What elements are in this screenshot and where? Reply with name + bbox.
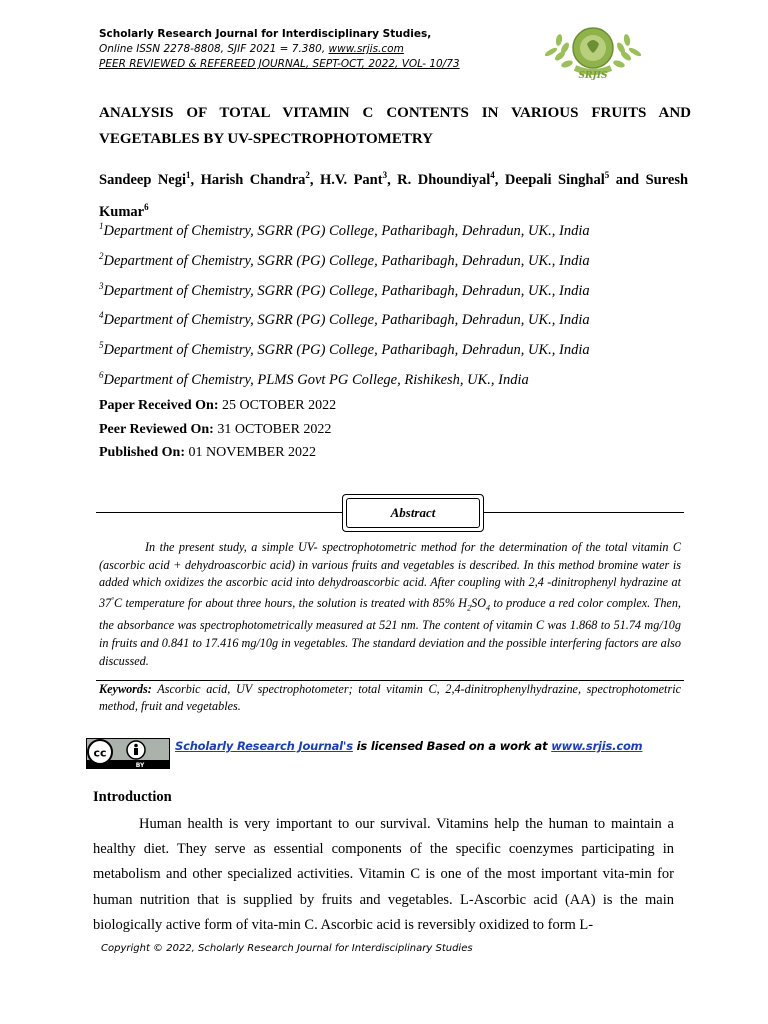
- author-sup: 4: [490, 170, 495, 180]
- cc-by-license-icon[interactable]: [86, 738, 170, 769]
- keywords-label: Keywords:: [99, 682, 152, 696]
- copyright-footer: Copyright © 2022, Scholarly Research Journal for Interdisciplinary Studies: [101, 943, 473, 954]
- author-sep: ,: [309, 171, 320, 188]
- affiliation: $^1$Department of Chemistry, SGRR (PG) College, Patharibagh, Dehradun, UK., India: [99, 221, 590, 239]
- journal-name: Scholarly Research Journal for Interdisciplinary Studies,: [99, 28, 432, 40]
- author-sup: 1: [186, 170, 191, 180]
- journal-header: [99, 27, 460, 72]
- title-line-2: VEGETABLES BY UV-SPECTROPHOTOMETRY: [99, 131, 433, 147]
- issn-text: Online ISSN 2278-8808, SJIF 2021 = 7.380,: [99, 43, 329, 55]
- abstract-heading: Abstract: [346, 498, 480, 528]
- affiliation: $^6$Department of Chemistry, PLMS Govt PG College, Rishikesh, UK., India: [99, 370, 529, 388]
- author-sup: 6: [144, 201, 149, 212]
- author-sep: ,: [190, 171, 201, 188]
- srjis-logo: [543, 18, 643, 82]
- published-date: Published On: 01 NOVEMBER 2022: [99, 445, 317, 460]
- title-line-1: ANALYSIS OF TOTAL VITAMIN C CONTENTS IN VARIOUS FRUITS AND: [99, 105, 691, 121]
- paper-title: [99, 100, 691, 152]
- affiliation: $^5$Department of Chemistry, SGRR (PG) College, Patharibagh, Dehradun, UK., India: [99, 340, 590, 359]
- author: Deepali Singhal: [504, 171, 605, 188]
- author-sup: 3: [382, 170, 388, 180]
- logo-text: SRJIS: [578, 71, 608, 81]
- affiliation: $^2$Department of Chemistry, SGRR (PG) College, Patharibagh, Dehradun, UK., India: [99, 250, 590, 269]
- author: Suresh Kumar: [99, 171, 689, 220]
- author-sup: 2: [305, 170, 310, 180]
- abstract-text: In the present study, a simple UV- spectrophotometric method for the determination of the total vitamin C (ascorbic acid + dehydroascorbic acid) in various fruits and vegetables is described. In this method bromine water is added which oxidizes the ascorbic acid into dehydroascorbic acid. After coupling with 2,4 -dinitrophenyl hydrazine at 37°C temperature for about three hours, the solution is treated with 85% $H_2SO_4$ to produce a red color complex. Then, the absorbance was spectrophotometrically measured at 521 nm. The content of vitamin C was 1.868 to 51.74 mg/10g in fruits and 0.841 to 17.416 mg/10g in vegetables. The standard deviation and the possible interfering factors are also discussed.: [99, 540, 681, 668]
- affiliation: $^4$Department of Chemistry, SGRR (PG) College, Patharibagh, Dehradun, UK., India: [99, 310, 590, 329]
- received-date: Paper Received On: 25 OCTOBER 2022: [99, 398, 337, 413]
- author: H.V. Pant: [319, 171, 383, 188]
- affiliation-list: [99, 214, 590, 393]
- journal-link[interactable]: Scholarly Research Journal's: [175, 739, 353, 753]
- author-sup: 5: [604, 170, 610, 180]
- author-sep: ,: [494, 171, 505, 188]
- introduction-heading: Introduction: [93, 789, 172, 805]
- abstract-heading-box: [342, 494, 484, 532]
- keywords: [99, 681, 681, 715]
- author: R. Dhoundiyal: [397, 171, 491, 188]
- author: Sandeep Negi: [99, 171, 187, 188]
- keywords-text: Ascorbic acid, UV spectrophotometer; total vitamin C, 2,4-dinitrophenylhydrazine, spectrophotometric method, fruit and vegetables.: [99, 682, 681, 713]
- srjis-link[interactable]: www.srjis.com: [551, 739, 643, 753]
- affiliation: $^3$Department of Chemistry, SGRR (PG) College, Patharibagh, Dehradun, UK., India: [99, 280, 590, 299]
- license-line: Scholarly Research Journal's is licensed Based on a work at www.srjis.com: [175, 739, 643, 753]
- journal-issn: [99, 42, 460, 57]
- paper-dates: [99, 394, 336, 465]
- introduction-text: Human health is very important to our survival. Vitamins help the human to maintain a healthy diet. They serve as essential components of the specific coenzymes participating in metabolism and other specialized activities. Vitamin C is one of the most important vita-min for human nutrition that is supplied by fruits and vegetables. L-Ascorbic acid (AA) is the main biologically active form of vita-min C. Ascorbic acid is reversibly oxidized to form L-: [93, 816, 674, 933]
- peer-reviewed-line: PEER REVIEWED & REFEREED JOURNAL, SEPT-OCT, 2022, VOL- 10/73: [99, 58, 460, 70]
- author-sep: and: [609, 171, 646, 188]
- svg-text:cc: cc: [93, 746, 107, 760]
- author: Harish Chandra: [200, 171, 306, 188]
- reviewed-date: Peer Reviewed On: 31 OCTOBER 2022: [99, 421, 332, 437]
- website-link[interactable]: www.srjis.com: [328, 43, 404, 55]
- cc-badge-text: BY: [135, 762, 145, 769]
- author-sep: ,: [387, 171, 398, 188]
